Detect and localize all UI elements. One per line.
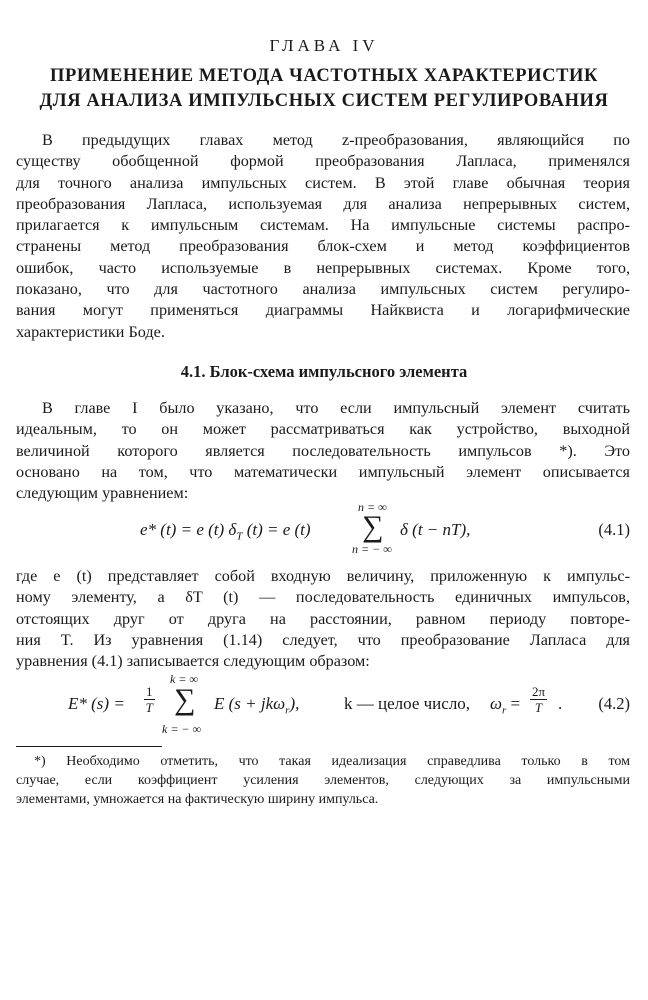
equation-number: (4.2) <box>598 694 630 713</box>
text-line: основано на том, что математически импульсный элемент описывается <box>16 462 630 481</box>
equation-lhs: E* (s) = <box>68 694 125 713</box>
text-line: где e (t) представляет собой входную величину, приложенную к импульс- <box>16 567 630 585</box>
text-line: для точного анализа импульсных систем. В этой главе обычная теория <box>16 173 630 192</box>
chapter-label: ГЛАВА IV <box>269 36 379 55</box>
text-line: величиной которого является последовательность импульсов *). Это <box>16 441 630 460</box>
text-line: идеальным, то он может рассматриваться как устройство, выходной <box>16 420 630 439</box>
period-mark: . <box>558 694 563 713</box>
sum-upper-limit: k = ∞ <box>170 672 198 686</box>
section-paragraph <box>16 398 630 504</box>
fraction: $\frac{1}{T}$ <box>145 684 153 715</box>
text-line: преобразования Лапласа, используемая для анализа непрерывных систем, <box>16 194 630 213</box>
fraction: $\frac{2\pi}{T}$ <box>532 684 546 715</box>
text-line: ному элементу, а δT (t) — последовательность единичных импульсов, <box>16 588 630 607</box>
footnote <box>16 752 630 809</box>
chapter-title-line: ПРИМЕНЕНИЕ МЕТОДА ЧАСТОТНЫХ ХАРАКТЕРИСТИК <box>49 66 599 86</box>
intro-paragraph <box>16 130 630 343</box>
text-line: ошибок, часто используемые в непрерывных системах. Кроме того, <box>16 258 630 277</box>
equation-number: (4.1) <box>598 520 630 539</box>
footnote-line: *) Необходимо отметить, что такая идеализация справедлива только в том <box>34 754 630 769</box>
sum-upper-limit: n = ∞ <box>358 500 387 514</box>
sum-lower-limit: n = − ∞ <box>352 542 392 556</box>
text-line: В предыдущих главах метод z-преобразования, являющийся по <box>42 131 630 149</box>
text-line: ния T. Из уравнения (1.14) следует, что преобразование Лапласа для <box>16 630 630 649</box>
text-line: странены метод преобразования блок-схем и метод коэффициентов <box>16 237 630 256</box>
text-line: прилагается к импульсным системам. На импульсные системы распро- <box>16 216 630 235</box>
equation-4-2 <box>0 672 648 742</box>
text-line: В главе I было указано, что если импульсный элемент считать <box>42 399 630 417</box>
equation-condition: k — целое число, <box>344 694 471 713</box>
sum-lower-limit: k = − ∞ <box>162 722 202 736</box>
omega-definition: $\omega_r$ = <box>490 694 521 717</box>
text-line: показано, что для частотного анализа импульсных систем регулиро- <box>16 280 630 299</box>
equation-rhs: δ (t − nT), <box>400 520 471 539</box>
sum-symbol: ∑ <box>174 683 196 716</box>
text-line: отстоящих друг от друга на расстоянии, равном периоду повторе- <box>16 609 630 628</box>
text-line: существу обобщенной формой преобразования Лапласа, применялся <box>16 152 630 171</box>
equation-term: E (s + jkω$_r$), <box>214 694 300 717</box>
footnote-line: элементами, умножается на фактическую ширину импульса. <box>16 792 379 807</box>
continuation-paragraph <box>16 566 630 672</box>
text-line: вания могут применяться диаграммы Найквиста и логарифмические <box>16 301 630 320</box>
text-line: характеристики Боде. <box>16 322 165 341</box>
equation-lhs: e* (t) = e (t) $\delta_T$ (t) = e (t) <box>140 520 311 543</box>
equation-4-1 <box>0 500 648 560</box>
text-line: уравнения (4.1) записывается следующим образом: <box>16 652 370 671</box>
text-line: следующим уравнением: <box>16 484 189 503</box>
section-heading: 4.1. Блок-схема импульсного элемента <box>180 362 468 381</box>
chapter-title <box>30 64 618 114</box>
footnote-divider <box>16 746 162 747</box>
chapter-title-line: ДЛЯ АНАЛИЗА ИМПУЛЬСНЫХ СИСТЕМ РЕГУЛИРОВАНИЯ <box>39 91 609 111</box>
sum-symbol: ∑ <box>362 510 384 543</box>
footnote-line: случае, если коэффициент усиления элементов, следующих за импульсными <box>16 773 630 788</box>
